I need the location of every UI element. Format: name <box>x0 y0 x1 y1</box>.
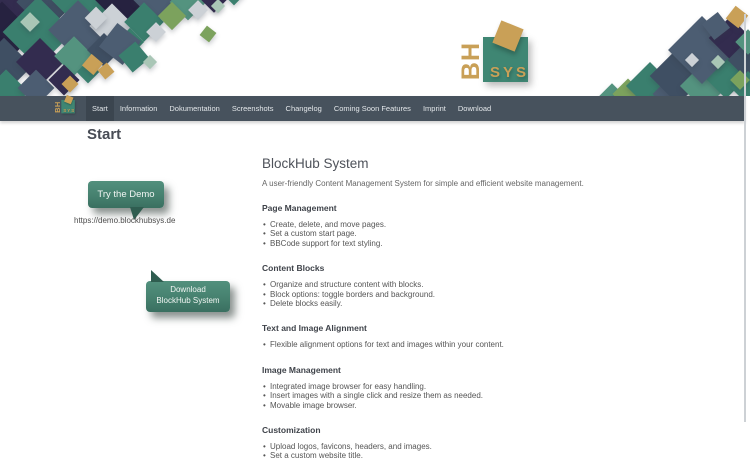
site-logo <box>452 24 544 96</box>
feature-bullet: • Upload logos, favicons, headers, and images. <box>262 442 634 451</box>
feature-bullet: • Organize and structure content with blocks. <box>262 280 634 289</box>
nav-items <box>0 96 745 121</box>
feature-title: Page Management <box>262 203 337 213</box>
decorative-mosaic-band <box>0 0 750 96</box>
feature-bullet: • Flexible alignment options for text and images within your content. <box>262 340 634 349</box>
feature-bullet: • Set a custom website title. <box>262 451 634 460</box>
logo-sys-text: SYS <box>63 108 76 114</box>
feature-title: Text and Image Alignment <box>262 323 367 334</box>
demo-url-link[interactable]: https://demo.blockhubsys.de <box>74 216 176 225</box>
main-nav <box>0 96 745 121</box>
nav-item-information[interactable]: Information <box>119 104 158 113</box>
download-label-line2: BlockHub System <box>156 295 220 305</box>
try-demo-label: Try the Demo <box>97 189 155 200</box>
feature-list <box>262 340 634 349</box>
feature-bullet: • BBCode support for text styling. <box>262 239 634 248</box>
nav-item-changelog[interactable]: Changelog <box>285 104 322 113</box>
nav-item-screenshots[interactable]: Screenshots <box>231 104 274 113</box>
feature-list <box>262 382 634 410</box>
feature-title: Image Management <box>262 364 341 375</box>
logo-bh-text: BH <box>53 101 62 113</box>
mosaic-square <box>223 0 246 5</box>
content-column <box>262 156 634 461</box>
feature-bullet: • Insert images with a single click and resize them as needed. <box>262 391 634 400</box>
feature-bullet: • Set a custom start page. <box>262 229 634 238</box>
feature-bullet: • Movable image browser. <box>262 401 634 410</box>
nav-item-dokumentation[interactable]: Dokumentation <box>169 104 220 113</box>
content-intro: A user-friendly Content Management System for simple and efficient website management. <box>262 179 584 188</box>
nav-item-download[interactable]: Download <box>457 104 492 113</box>
feature-sections <box>262 203 634 461</box>
nav-item-imprint[interactable]: Imprint <box>422 104 446 113</box>
content-heading: BlockHub System <box>262 156 369 171</box>
bubble-tail-up <box>151 270 164 282</box>
feature-title: Content Blocks <box>262 263 325 274</box>
try-demo-button[interactable] <box>88 181 164 208</box>
nav-item-coming-soon-features[interactable]: Coming Soon Features <box>333 104 411 113</box>
feature-bullet: • Delete blocks easily. <box>262 299 634 308</box>
mosaic-square <box>200 26 217 43</box>
feature-list <box>262 442 634 461</box>
nav-logo[interactable] <box>52 96 80 118</box>
page-title: Start <box>87 126 122 143</box>
feature-list <box>262 220 634 248</box>
feature-list <box>262 280 634 308</box>
feature-title: Customization <box>262 425 321 436</box>
feature-bullet: • Create, delete, and move pages. <box>262 220 634 229</box>
feature-bullet: • Integrated image browser for easy handling. <box>262 382 634 391</box>
download-label-line1: Download <box>170 285 206 294</box>
download-button[interactable] <box>146 281 230 312</box>
feature-bullet: • Block options: toggle borders and background. <box>262 290 634 299</box>
logo-sys-text: SYS <box>490 64 530 81</box>
logo-bh-text: BH <box>457 41 485 81</box>
nav-item-start[interactable]: Start <box>86 96 114 121</box>
window-edge-line <box>744 14 746 422</box>
